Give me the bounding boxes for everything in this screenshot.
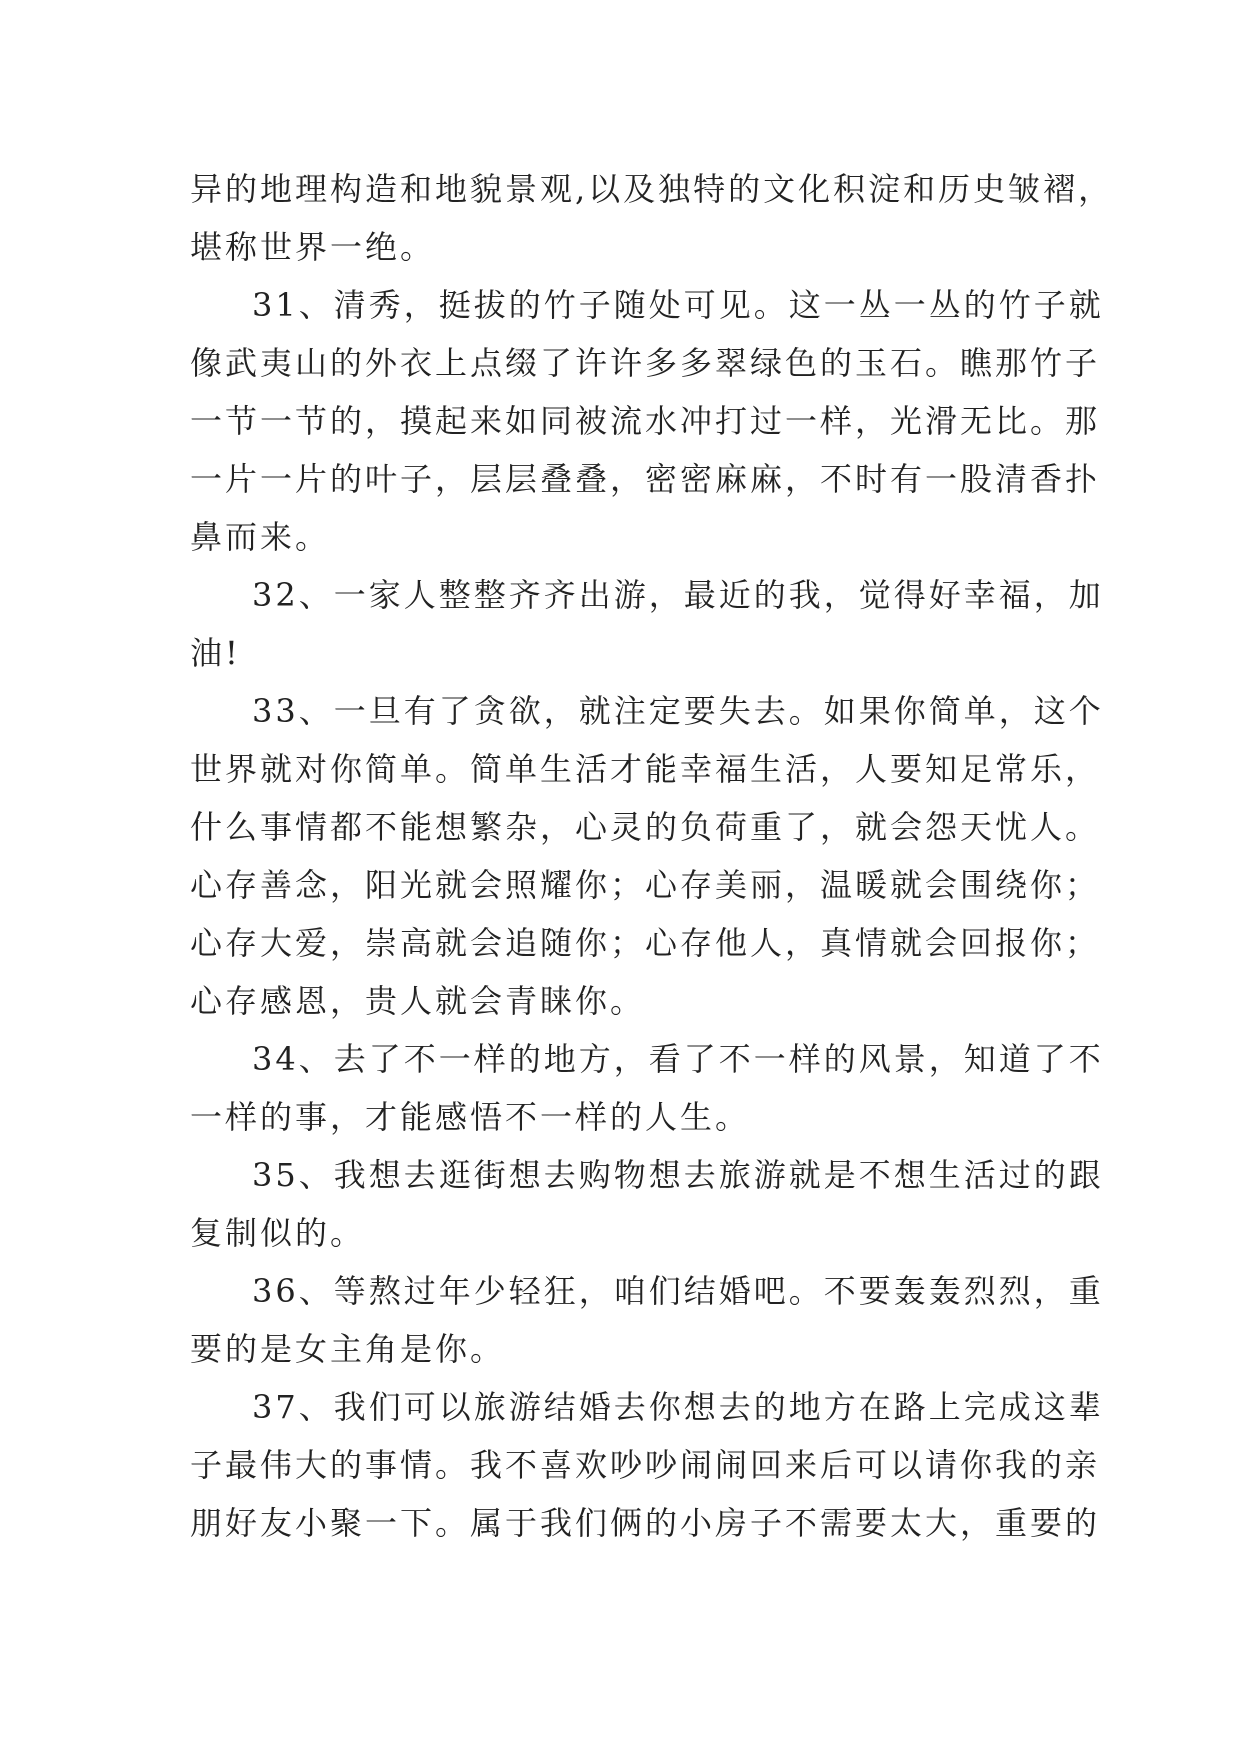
paragraph-31 [190, 276, 1104, 566]
text-line: 心存感恩，贵人就会青睐你。 [190, 982, 646, 1020]
text-line: 36、等熬过年少轻狂，咱们结婚吧。不要轰轰烈烈，重 [252, 1272, 1104, 1310]
text-line: 异的地理构造和地貌景观,以及独特的文化积淀和历史皱褶， [190, 170, 1114, 208]
text-line: 34、去了不一样的地方，看了不一样的风景，知道了不 [252, 1040, 1104, 1078]
text-line: 32、一家人整整齐齐出游，最近的我，觉得好幸福，加 [252, 576, 1104, 614]
text-line: 一节一节的，摸起来如同被流水冲打过一样，光滑无比。那 [190, 402, 1101, 440]
text-line: 世界就对你简单。简单生活才能幸福生活，人要知足常乐， [190, 750, 1101, 788]
text-line: 31、清秀，挺拔的竹子随处可见。这一丛一丛的竹子就 [252, 286, 1104, 324]
text-line: 要的是女主角是你。 [190, 1330, 506, 1368]
paragraph-30-continued [190, 160, 1114, 276]
text-line: 心存善念，阳光就会照耀你；心存美丽，温暖就会围绕你； [190, 866, 1101, 904]
paragraph-34 [190, 1030, 1104, 1146]
text-line: 37、我们可以旅游结婚去你想去的地方在路上完成这辈 [252, 1388, 1104, 1426]
text-line: 33、一旦有了贪欲，就注定要失去。如果你简单，这个 [252, 692, 1104, 730]
text-line: 什么事情都不能想繁杂，心灵的负荷重了，就会怨天忧人。 [190, 808, 1101, 846]
paragraph-36 [190, 1262, 1104, 1378]
text-line: 一片一片的叶子，层层叠叠，密密麻麻，不时有一股清香扑 [190, 460, 1101, 498]
text-line: 一样的事，才能感悟不一样的人生。 [190, 1098, 751, 1136]
text-line: 像武夷山的外衣上点缀了许许多多翠绿色的玉石。瞧那竹子 [190, 344, 1101, 382]
text-line: 朋好友小聚一下。属于我们俩的小房子不需要太大，重要的 [190, 1504, 1101, 1542]
paragraph-33 [190, 682, 1104, 1030]
text-line: 堪称世界一绝。 [190, 228, 436, 266]
paragraph-37 [190, 1378, 1104, 1552]
text-line: 心存大爱，崇高就会追随你；心存他人，真情就会回报你； [190, 924, 1101, 962]
text-line: 子最伟大的事情。我不喜欢吵吵闹闹回来后可以请你我的亲 [190, 1446, 1101, 1484]
text-line: 35、我想去逛街想去购物想去旅游就是不想生活过的跟 [252, 1156, 1104, 1194]
text-line: 鼻而来。 [190, 518, 331, 556]
paragraph-35 [190, 1146, 1104, 1262]
document-body [190, 160, 1114, 1552]
text-line: 油! [190, 634, 241, 672]
paragraph-32 [190, 566, 1104, 682]
text-line: 复制似的。 [190, 1214, 366, 1252]
